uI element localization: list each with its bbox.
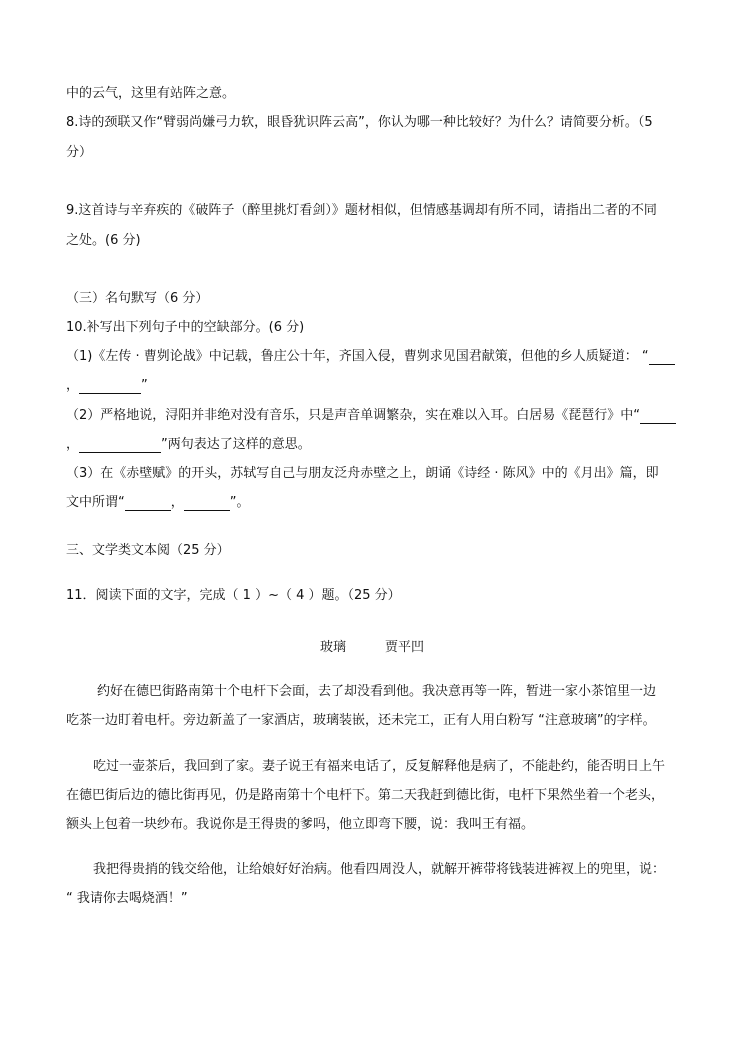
comma: ， [170,495,184,510]
article-author: 贾平凹 [385,640,425,655]
text-line: 中的云气，这里有站阵之意。 [66,86,236,101]
section-heading-literary-reading: 三、文学类文本阅（25 分） [66,543,230,558]
section-heading-famous-lines: （三）名句默写（6 分） [66,291,209,306]
item-text: （1)《左传 · 曹刿论战》中记载，鲁庄公十年，齐国入侵，曹刿求见国君献策，但他的乡人质疑道： [66,349,638,364]
paragraph-3-line-1: 我把得贵捎的钱交给他，让给娘好好治病。他看四周没人，就解开裤带将钱装进裤衩上的兜里，说： [93,862,666,877]
paragraph-1-line-1: 约好在德巴街路南第十个电杆下会面，去了却没看到他。我决意再等一阵，暂进一家小茶馆里一边 [97,684,657,699]
article-title: 玻璃 [320,640,347,655]
comma: ， [66,437,80,452]
question-9-line-2: 之处。(6 分) [66,233,141,248]
answer-blank[interactable] [79,438,161,453]
item-text: （2）严格地说，浔阳并非绝对没有音乐，只是声音单调繁杂，实在难以入耳。白居易《琵琶行》中“ [66,408,641,423]
question-8-line-1: 8.诗的颈联又作“臂弱尚嫌弓力软，眼昏犹识阵云高”，你认为哪一种比较好？为什么？请简要分析。（5 [66,115,653,130]
question-11-stem: 11．阅读下面的文字，完成（ 1 ）~（ 4 ）题。（25 分） [66,588,401,603]
question-10-item-1-line-2 [66,378,148,394]
question-9-line-1: 9.这首诗与辛弃疾的《破阵子（醉里挑灯看剑）》题材相似，但情感基调却有所不同，请指出二者的不同 [66,203,657,218]
answer-blank[interactable] [640,409,676,424]
answer-blank[interactable] [125,496,171,511]
comma: ， [66,378,80,393]
paragraph-1-line-2: 吃茶一边盯着电杆。旁边新盖了一家酒店，玻璃装嵌，还未完工，正有人用白粉写 “注意玻璃”的字样。 [66,713,656,728]
question-10-item-3-line-2 [66,495,250,511]
question-10-item-2-line-2 [66,437,311,453]
quote-mark: “ [641,349,649,364]
quote-mark: ” [141,378,148,393]
question-10-item-2-line-1 [66,408,676,424]
question-10-item-3-line-1: （3）在《赤壁赋》的开头，苏轼写自己与朋友泛舟赤壁之上，朗诵《诗经 · 陈风》中的《月出》篇，即 [66,466,659,481]
paragraph-3-line-2: “ 我请你去喝烧酒！” [66,891,188,906]
item-text: ”两句表达了这样的意思。 [161,437,311,452]
quote-mark: ”。 [229,495,250,510]
question-10-item-1-line-1 [66,349,675,365]
question-8-line-2: 分） [66,145,93,160]
answer-blank[interactable] [184,496,230,511]
paragraph-2-line-1: 吃过一壶茶后，我回到了家。妻子说王有福来电话了，反复解释他是病了，不能赴约，能否明日上午 [93,759,666,774]
answer-blank[interactable] [79,379,141,394]
item-text: 文中所谓“ [66,495,125,510]
answer-blank[interactable] [649,350,675,365]
question-10-stem: 10.补写出下列句子中的空缺部分。(6 分) [66,320,305,335]
paragraph-2-line-2: 在德巴街后边的德比街再见，仍是路南第十个电杆下。第二天我赶到德比街，电杆下果然坐着一个老头， [66,788,665,803]
paragraph-2-line-3: 额头上包着一块纱布。我说你是王得贵的爹吗，他立即弯下腰，说：我叫王有福。 [66,817,535,832]
